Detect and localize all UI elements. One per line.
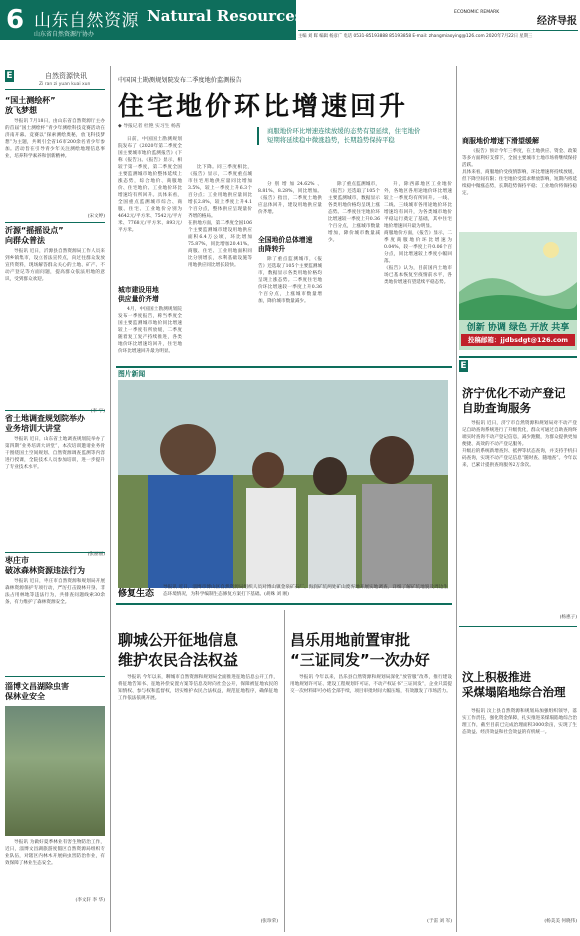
left-column-header bbox=[5, 70, 105, 90]
left-item-author: (李 宁) bbox=[90, 409, 105, 414]
article-author: (杨美美 何晓伟) bbox=[544, 919, 577, 924]
people-photo-illustration bbox=[118, 380, 448, 588]
lead-kicker: 中国国土勘测规划院发布二季度地价监测报告 bbox=[118, 77, 242, 84]
section-name: 经济导报 bbox=[537, 16, 577, 27]
lead-byline: ◆ 导报记者 杜艳 实习生 杨茜 bbox=[118, 124, 181, 129]
article-headline: 济宁优化不动产登记 自助查询服务 bbox=[462, 386, 566, 415]
article-body: 导报讯 今年以来，昌乐县自然资源和规划局深化“放管服”改革，推行建设用地规划许可证、建设工程规划许可证、不动产权证书“三证同发”，企业只需提交一次材料即可办结全部手续，项目审批时间大幅压缩，有效激发了市场活力。 bbox=[290, 675, 452, 694]
left-column bbox=[5, 70, 105, 932]
editor-info-line: 主编 刘 晖 编辑 杨彦广 电话 0531-85193888 85193858 E-mail: zhangmiaoying@126.com 2020年7月22日 星期三 bbox=[298, 30, 578, 39]
left-item-title: 沂源“摇摇设点” 向群众普法 bbox=[5, 226, 64, 245]
lead-subheading: 全国地价总体增速 由降转升 bbox=[258, 236, 313, 253]
left-item-body: 导报讯 近日，枣庄市自然资源和规划局开展森林资源保护专项行动，严厉打击毁林开垦、非法占用林地等违法行为，共排查问题线索30余条，有力维护了森林资源安全。 bbox=[5, 579, 105, 605]
left-item bbox=[5, 96, 105, 219]
news-photo bbox=[118, 380, 448, 588]
photo-caption: 导报讯 近日，淄博市博山区自然资源局组织人员对博山镇金泉矿石厂、海润矿坑两处矿山废弃地开展实地调查，详细了解矿坑地貌及周边生态环境情况，为科学编制生态修复方案打下基础。(胡姝 刘 刚) bbox=[163, 585, 448, 597]
article-body: 导报讯 今年以来，聊城市自然资源和规划局全面推进征地信息公开工作，将征地告知书、征地补偿安置方案等信息及时向社会公开，保障被征地农民的知情权、参与权和监督权，切实维护农民合法权益，规范征地程序，确保征地工作依法依规开展。 bbox=[118, 675, 278, 701]
article-headline: 汶上积极推进 采煤塌陷地综合治理 bbox=[462, 670, 566, 699]
left-item bbox=[5, 682, 105, 903]
forest-photo bbox=[5, 706, 105, 836]
left-item-title: 省土地调查规划院举办 业务培训大讲堂 bbox=[5, 414, 85, 433]
divider bbox=[116, 603, 452, 605]
divider bbox=[459, 626, 577, 627]
left-item-body: 导报讯 近日，山东省土地调查规划院举办了第四期“业务培训大讲堂”，本次培训邀请业务骨干围绕国土空间规划、自然资源调查监测等内容进行授课，全院技术人员参加培训，进一步提升了专业技术水平。 bbox=[5, 437, 105, 470]
divider bbox=[5, 410, 105, 411]
column-logo-icon: E bbox=[460, 361, 467, 371]
column-divider bbox=[110, 66, 111, 932]
divider bbox=[116, 366, 452, 368]
lead-column-3: 分别增加24.62%、8.81%、8.28%，同比增加。《报告》指出，二季度土地供应总体回升，建设用地供应量价齐增。 bbox=[258, 182, 322, 215]
left-item-body: 导报讯 7月18日，由山东省自然资源厅主办的首届“国土测绘杯”青少年测绘科技竞赛活动在济南开幕。竞赛以“探索测绘奥秘，放飞科技梦想”为主题，共吸引全省16市200余名青少年参加。活动旨在引导青少年关注测绘地理信息事业，培养科学素养和创新精神。 bbox=[5, 119, 105, 159]
article-headline: 聊城公开征地信息 维护农民合法权益 bbox=[118, 631, 239, 669]
photo-news-label: 图片新闻 bbox=[118, 370, 146, 378]
article-body: 导报讯 汶上县自然资源和规划局加强组织领导，落实工作责任，强化资金保障，扎实推进采煤塌陷地综合治理工作，截至目前已完成治理面积3000余亩，实现了生态效益、经济效益和社会效益的有机统一。 bbox=[462, 709, 577, 735]
column-divider bbox=[456, 66, 457, 932]
divider bbox=[5, 676, 105, 677]
lead-summary: 商服地价环比增速连续放缓的态势有望延续，住宅地价短期将延续稳中微涨趋势，长期趋势保持平稳 bbox=[257, 127, 425, 145]
lead-column-3b: 除了重点监测城市，《报告》还选取了105个主要监测城市，数据显示各类用地价格均呈现上涨态势。二季度住宅地价环比增速较一季度上升0.36个百分点，上涨城市数量增加，降价城市数量减少。 bbox=[258, 257, 322, 304]
divider bbox=[5, 552, 105, 553]
left-item-title: 淄博文昌湖除虫害 保林业安全 bbox=[5, 682, 69, 701]
left-column-title: 自然资源快讯 bbox=[45, 72, 87, 80]
page-title: 山东自然资源 bbox=[34, 11, 139, 31]
article-headline: 昌乐用地前置审批 “三证同发”一次办好 bbox=[290, 631, 430, 669]
left-item-title: 枣庄市 破冰森林资源违法行为 bbox=[5, 556, 85, 575]
column-divider bbox=[284, 610, 285, 932]
page-subtitle: 山东省自然资源厅协办 bbox=[34, 31, 95, 38]
divider bbox=[5, 222, 105, 223]
lead-column-2: 比下降。同三季度相比，《报告》显示，二季度重点城市住宅用地供应量同比增加3.5%，较上一季度上升6.3个百分点；工业用地供应量同比增长2.8%，较上季度上升4.1个百分点，整体供应呈现量价齐增的格局。 在供地方面，第二季度全国106个主要监测城市建设用地供应面积6.4万公顷，环比增加75.87%，同比增加20.41%。商服、住宅、工业用地面积同比分别增长，水利基础设施等用地供应同比增长较快。 bbox=[188, 165, 252, 268]
article-author: (杨惠子) bbox=[559, 615, 577, 620]
left-item bbox=[5, 414, 105, 557]
lead-column-1b: 4月，中国国土勘测规划院发布一季度报告，称当季度全国主要监测城市地价同比增速较上一季度有所放缓，二季度随着复工复产持续推进，各类地价环比增速均回升，住宅地价环比增速回升最为明显。 bbox=[118, 307, 182, 354]
lead-column-4: 升，除西部地区工业地价外，各地区各用途地价环比增速较上一季度均有所回升。一线、二线、三线城市各用途地价环比增速均有回升，为各类城市地价平稳运行奠定了基础，其中住宅地价增速回升最为明显。 商服地价方面，《报告》显示，二季度商服地价环比增速为0.04%，较一季度上升0.06个百分点，同比增速较上季度小幅回落。 《报告》认为，目前国内土地市场已基本恢复至疫情前水平，各类地价增速有望延续平稳态势。 bbox=[384, 182, 452, 285]
left-item bbox=[5, 226, 105, 414]
lead-column-3c: 除了重点监测城市，《报告》还选取了105个主要监测城市，数据显示各类用地价格均呈现上涨态势。二季度住宅地价环比增速较一季度上升0.36个百分点，上涨城市数量增加，降价城市数量减少。 bbox=[328, 182, 380, 243]
left-item-body: 导报讯 近日，沂源县自然资源局工作人员来到乡镇集市，设立普法宣传点，向过往群众发放宣传资料，现场解答群众关心的土地、矿产、不动产登记等方面问题，提高群众依法用地的意识，受到群众欢迎。 bbox=[5, 249, 105, 282]
page-number: 6 bbox=[5, 5, 25, 35]
article-body: 导报讯 近日，济宁市自然资源和规划局对不动产登记自助查询系统进行了升级优化，群众可通过自助查询终端实时查询不动产登记信息，减少跑腿，为群众提供更加便捷、高效的不动产登记服务。 升级后的系统新增查封、抵押等状态查询，并支持手机扫码查询，实现不动产登记信息“随时查、随地查”。今年以来，已累计提供查询服务2万余次。 bbox=[462, 421, 577, 468]
lead-column-1: 日前，中国国土勘测规划院发布了《2020年第二季度全国主要城市地价监测报告》(下称《报告》)。《报告》显示，相较于第一季度，第二季度全国主要监测城市地价整体延续上涨态势，综合地价、商服地价、住宅地价、工业地价环比增速均有所回升。具体来看，全国重点监测城市综合、商服、住宅、工业地价分别为4642元/平方米、7542元/平方米、7768元/平方米、893元/平方米。 bbox=[118, 137, 182, 233]
left-item-body: 导报讯 为做好夏季林业有害生物防治工作，近日，淄博文昌湖旅游度假区自然资源局组织专业队伍，对辖区内林木开展病虫害防治作业，有效保障了林业生态安全。 bbox=[5, 840, 105, 866]
submission-email: 投稿邮箱：jjdbsdgt@126.com bbox=[461, 334, 575, 346]
left-item-title: “国土测绘杯” 放飞梦想 bbox=[5, 96, 56, 115]
article-author: (于雷 刘 军) bbox=[427, 919, 452, 924]
lead-subheading: 城市建设用地 供应量价齐增 bbox=[118, 286, 159, 303]
section-name-english: ECONOMIC REMARK bbox=[454, 10, 500, 15]
left-item-author: (张丽丽) bbox=[87, 552, 105, 557]
left-item bbox=[5, 556, 105, 670]
landscape-illustration bbox=[459, 232, 577, 320]
sidebar-heading: 商服地价增速下滑望缓解 bbox=[462, 137, 539, 145]
left-item-author: (李文轩 李 华) bbox=[75, 898, 105, 903]
left-column-pinyin: Zi ran zi yuan kuai xun bbox=[39, 82, 91, 87]
left-item-author: (宋文婷) bbox=[87, 214, 105, 219]
photo-caption-title: 修复生态 bbox=[118, 589, 155, 599]
sidebar-body: 《报告》预计今年三季度，在土地供应、资金、政策等多方面利好支撑下，全国主要城市土地市场将继续保持活跃。 具体来看，商服地价受疫情影响，环比增速将持续放缓，但下降空间有限；住宅地价受需求释放影响，短期内将延续稳中微涨态势，长期趋势保持平稳；工业地价将保持稳定。 bbox=[462, 149, 577, 196]
ad-slogan: 创新 协调 绿色 开放 共享 bbox=[466, 323, 570, 333]
page-title-english: Natural Resources of Shandong bbox=[147, 7, 415, 25]
column-logo-icon: E bbox=[6, 71, 13, 81]
divider bbox=[459, 356, 577, 358]
lead-headline: 住宅地价环比增速回升 bbox=[118, 92, 409, 122]
article-author: (张珍荣) bbox=[260, 919, 278, 924]
